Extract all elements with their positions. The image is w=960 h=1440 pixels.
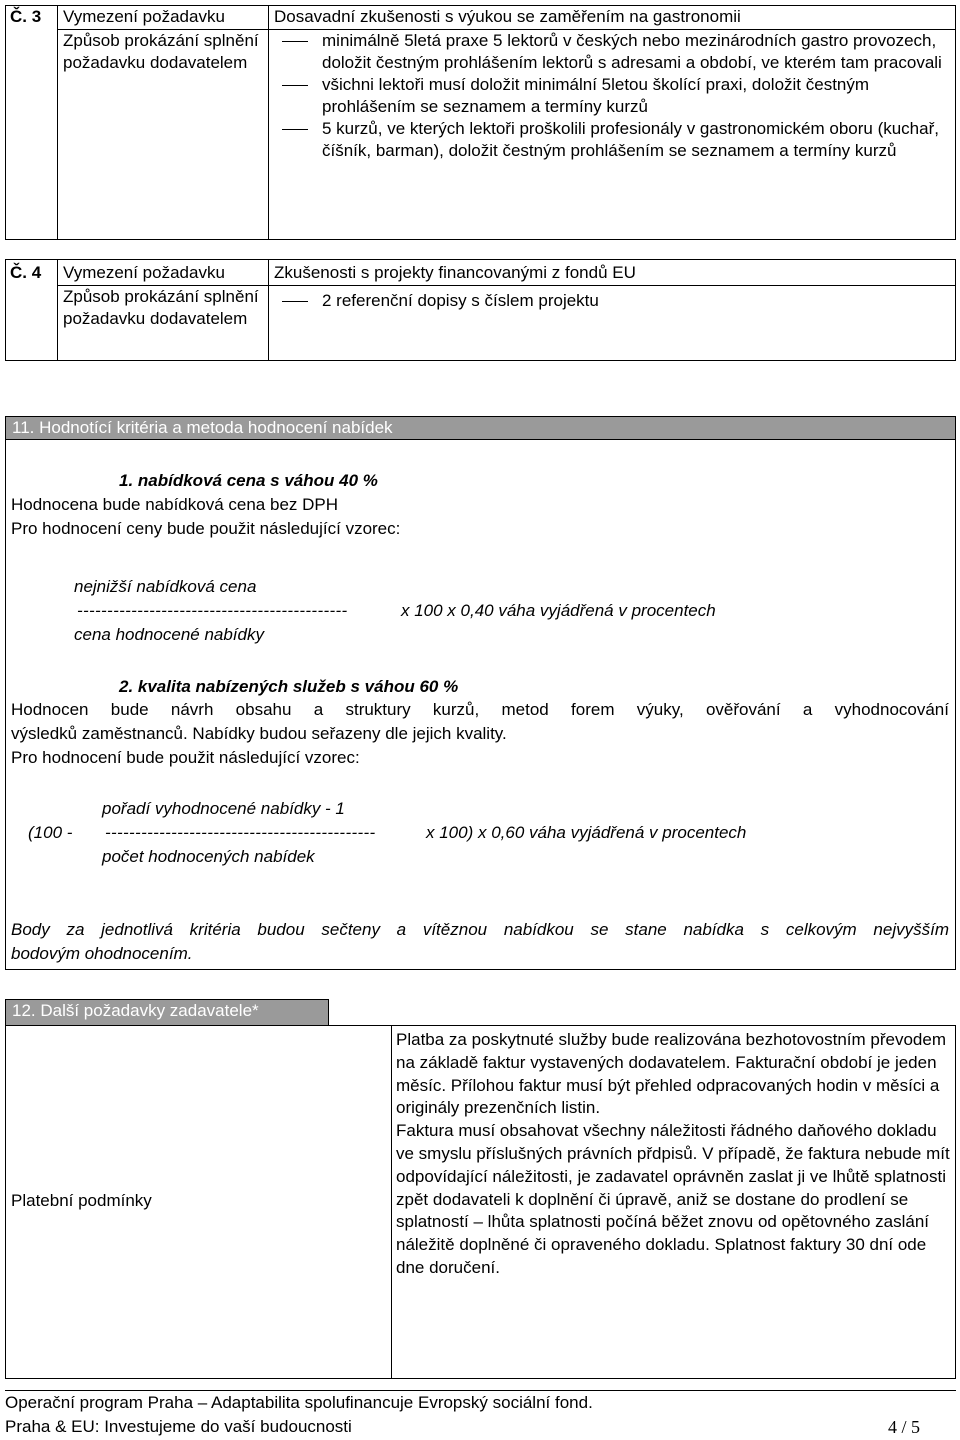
- footer-slogan: Praha & EU: Investujeme do vaší budoucnosti: [5, 1417, 352, 1436]
- formula-2-denominator: počet hodnocených nabídek: [102, 847, 315, 866]
- req4-label-proof: Způsob prokázání splnění požadavku dodavatelem: [58, 286, 269, 361]
- criterion-2-description-line-1: Hodnocen bude návrh obsahu a struktury kurzů, metod forem výuky, ověřování a vyhodnocování: [11, 700, 949, 719]
- criterion-1-formula-intro: Pro hodnocení ceny bude použit následující vzorec:: [11, 519, 401, 538]
- req4-proof-list-cell: [269, 286, 956, 361]
- req3-proof-list-cell: [269, 30, 956, 240]
- formula-2-prefix: (100 -: [28, 823, 73, 842]
- requirement-3-table: [5, 5, 956, 240]
- list-item: 5 kurzů, ve kterých lektoři proškolili profesionály v gastronomickém oboru (kuchař, číšník, barman), doložit čestným prohlášením se seznamem a termíny kurzů: [274, 118, 950, 162]
- payment-terms-text: Platba za poskytnuté služby bude realizována bezhotovostním převodem na základě faktur vystavených dodavatelem. Fakturační období je jeden měsíc. Přílohou faktur musí být přehled odpracovaných hodin v měsíci a originály prezenčních listin. Faktura musí obsahovat všechny náležitosti řádného daňového dokladu ve smyslu příslušných právních přdpisů. V případě, že faktura nebude mít odpovídající náležitosti, je zadavatel oprávněn zaslat ji ve lhůtě splatnosti zpět dodavateli k doplnění či úpravě, aniž se dostane do prodlení se splatností – lhůta splatnosti počíná běžet znovu od opětovného zaslání náležitě doplněné či opraveného dokladu. Splatnost faktury 30 dní ode dne doručení.: [396, 1030, 950, 1277]
- section-12-heading: [5, 999, 329, 1025]
- formula-2-numerator: pořadí vyhodnocené nabídky - 1: [102, 799, 345, 818]
- req4-definition-value: Zkušenosti s projekty financovanými z fondů EU: [269, 260, 956, 286]
- page-number: 4 / 5: [888, 1417, 921, 1437]
- section-12-label-divider: [391, 1026, 392, 1378]
- req3-proof-list: [274, 30, 950, 162]
- closing-statement-line-2: bodovým ohodnocením.: [11, 944, 193, 963]
- list-item: minimálně 5letá praxe 5 lektorů v českých nebo mezinárodních gastro provozech, doložit čestným prohlášením lektorů s adresami a období, ve kterém tam pracovali: [274, 30, 950, 74]
- req3-label-definition: Vymezení požadavku: [58, 6, 269, 30]
- criterion-2-description-line-2: výsledků zaměstnanců. Nabídky budou seřazeny dle jejich kvality.: [11, 724, 507, 743]
- payment-terms-label: Platební podmínky: [11, 1191, 152, 1210]
- req4-label-definition: Vymezení požadavku: [58, 260, 269, 286]
- criterion-2-formula-intro: Pro hodnocení bude použit následující vzorec:: [11, 748, 360, 767]
- req4-proof-list: [274, 290, 950, 312]
- closing-statement-line-1: Body za jednotlivá kritéria budou sečteny a vítěznou nabídkou se stane nabídka s celkovým nejvyšším: [11, 920, 949, 939]
- section-12-heading-text: 12. Další požadavky zadavatele*: [12, 1001, 259, 1020]
- req3-definition-value: Dosavadní zkušenosti s výukou se zaměřením na gastronomii: [269, 6, 956, 30]
- formula-1-denominator: cena hodnocené nabídky: [74, 625, 264, 644]
- req3-label-proof: Způsob prokázání splnění požadavku dodavatelem: [58, 30, 269, 240]
- req4-number: Č. 4: [6, 260, 58, 361]
- requirement-4-table: [5, 259, 956, 361]
- list-item: 2 referenční dopisy s číslem projektu: [274, 290, 950, 312]
- section-11-body: [5, 440, 956, 970]
- list-item: všichni lektoři musí doložit minimální 5letou školící praxi, doložit čestným prohlášením se seznamem a termíny kurzů: [274, 74, 950, 118]
- req3-number: Č. 3: [6, 6, 58, 240]
- footer-program-line: Operační program Praha – Adaptabilita spolufinancuje Evropský sociální fond.: [5, 1393, 593, 1412]
- formula-1-multiplier: x 100 x 0,40 váha vyjádřená v procentech: [401, 601, 716, 620]
- section-12-body: [5, 1025, 956, 1379]
- formula-1-fraction-line: ---------------------------------------------: [77, 601, 348, 620]
- criterion-1-title: 1. nabídková cena s váhou 40 %: [119, 471, 378, 490]
- footer-divider: [5, 1390, 956, 1391]
- formula-1-numerator: nejnižší nabídková cena: [74, 577, 257, 596]
- criterion-2-title: 2. kvalita nabízených služeb s váhou 60 %: [119, 677, 459, 696]
- formula-2-multiplier: x 100) x 0,60 váha vyjádřená v procentech: [426, 823, 747, 842]
- section-11-heading: 11. Hodnotící kritéria a metoda hodnocení nabídek: [5, 416, 956, 440]
- formula-2-fraction-line: ---------------------------------------------: [105, 823, 376, 842]
- criterion-1-description: Hodnocena bude nabídková cena bez DPH: [11, 495, 339, 514]
